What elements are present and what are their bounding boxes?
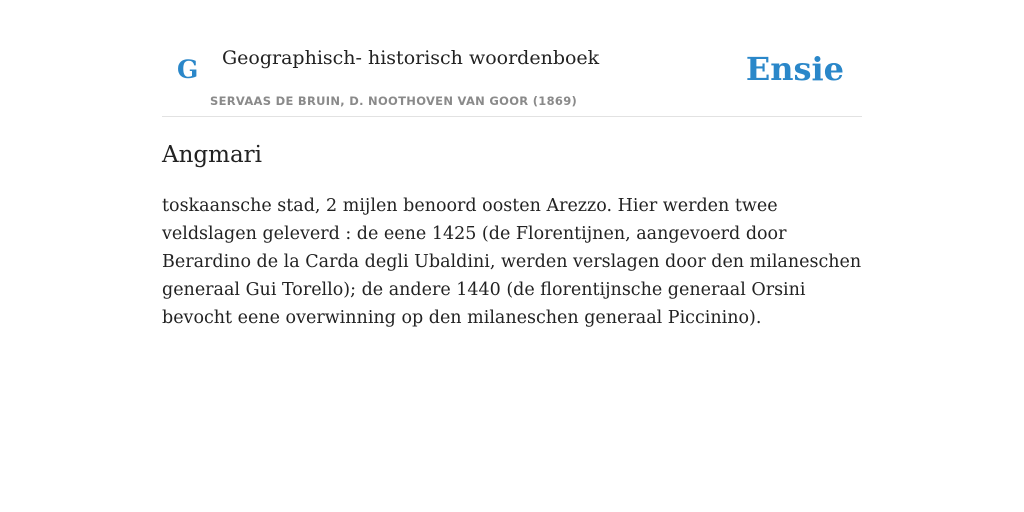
book-initial-link[interactable]: G <box>177 55 199 84</box>
entry-body: toskaansche stad, 2 mijlen benoord oosten Arezzo. Hier werden twee veldslagen geleverd : de eene 1425 (de Florentijnen, aangevoerd door Berardino de la Carda degli Ubaldini, werden verslagen door den milaneschen generaal Gui Torello); de andere 1440 (de florentijnsche generaal Orsini bevocht eene overwinning op den milaneschen generaal Piccinino). <box>162 196 862 328</box>
book-authors: SERVAAS DE BRUIN, D. NOOTHOVEN VAN GOOR (1869) <box>210 94 578 108</box>
book-header <box>162 0 862 117</box>
entry-title: Angmari <box>162 142 263 168</box>
book-title[interactable]: Geographisch- historisch woordenboek <box>222 47 600 69</box>
ensie-logo-link[interactable]: Ensie <box>745 50 844 88</box>
